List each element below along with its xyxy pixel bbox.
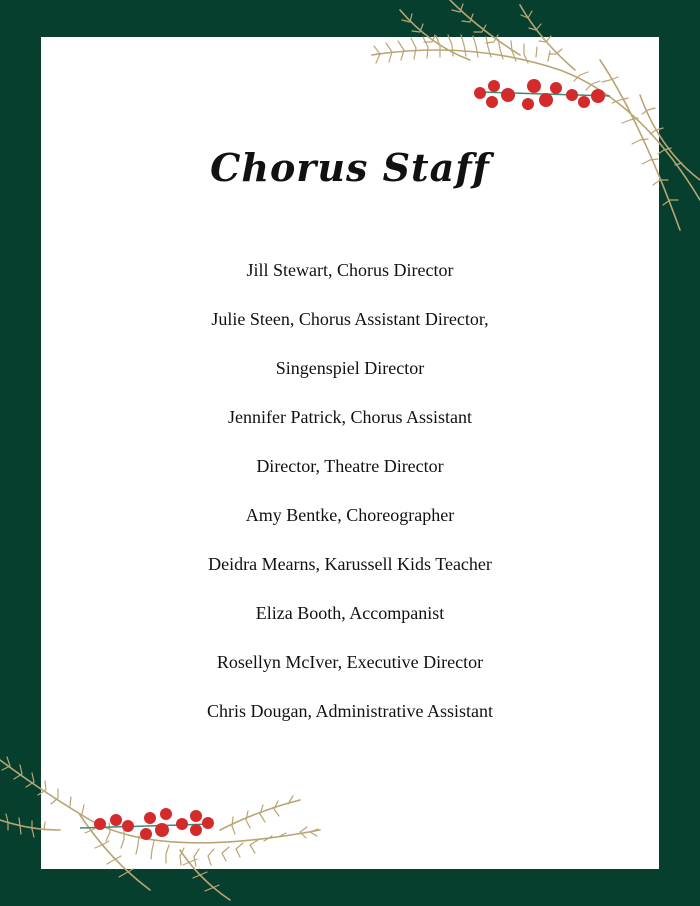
staff-line: Singenspiel Director bbox=[275, 358, 425, 378]
staff-line: Chris Dougan, Administrative Assistant bbox=[207, 701, 493, 721]
staff-line: Rosellyn McIver, Executive Director bbox=[216, 652, 484, 672]
staff-list bbox=[0, 246, 700, 736]
staff-line: Jennifer Patrick, Chorus Assistant bbox=[228, 407, 472, 427]
staff-line: Julie Steen, Chorus Assistant Director, bbox=[211, 309, 489, 329]
staff-line: Jill Stewart, Chorus Director bbox=[246, 260, 454, 280]
staff-line: Eliza Booth, Accompanist bbox=[255, 603, 445, 623]
page-title: Chorus Staff bbox=[210, 145, 490, 190]
staff-line: Director, Theatre Director bbox=[256, 456, 444, 476]
staff-line: Amy Bentke, Choreographer bbox=[245, 505, 455, 525]
staff-line: Deidra Mearns, Karussell Kids Teacher bbox=[208, 554, 492, 574]
